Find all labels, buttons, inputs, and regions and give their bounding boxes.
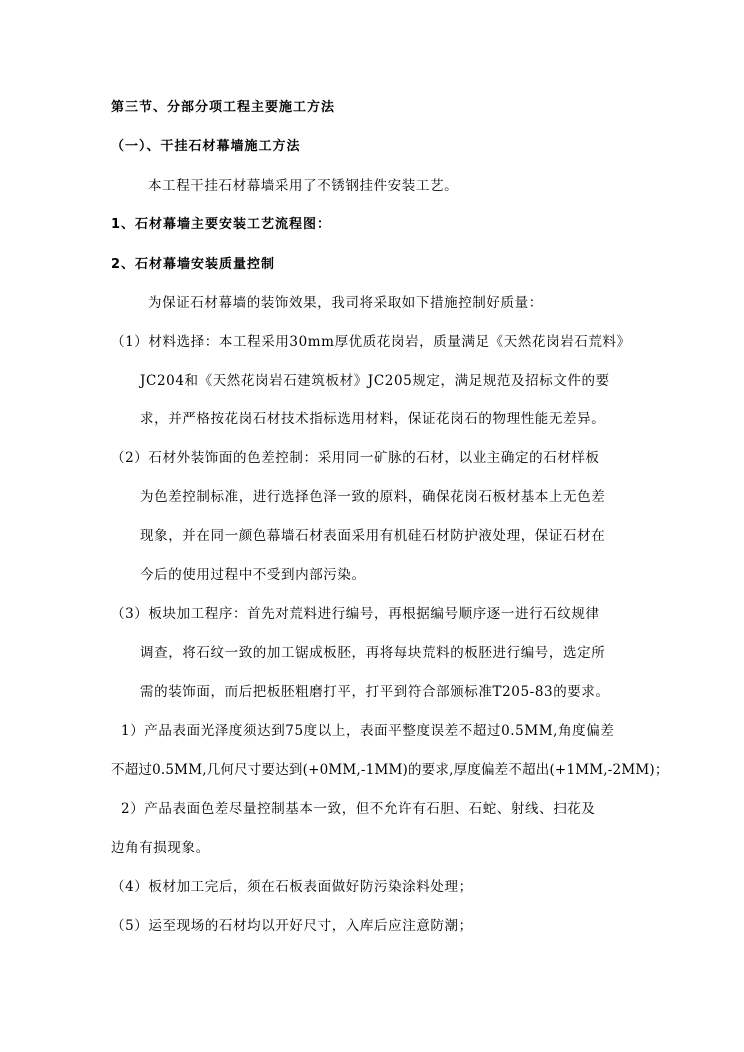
- item-2-line-4: 今后的使用过程中不受到内部污染。: [140, 567, 366, 583]
- sub-item-2-line-1: 2）产品表面色差尽量控制基本一致，但不允许有石胆、石蛇、射线、扫花及: [121, 801, 596, 817]
- item-3-line-3: 需的装饰面，而后把板胚粗磨打平，打平到符合部颁标准T205-83的要求。: [140, 684, 610, 700]
- item-1-line-1: （1）材料选择：本工程采用30mm厚优质花岗岩，质量满足《天然花岗岩石荒料》: [111, 334, 631, 350]
- item-1-line-2: JC204和《天然花岗岩石建筑板材》JC205规定，满足规范及招标文件的要: [140, 373, 610, 389]
- heading-quality-control: 2、石材幕墙安装质量控制: [111, 257, 276, 272]
- item-1-line-3: 求，并严格按花岗石材技术指标选用材料，保证花岗石的物理性能无差异。: [140, 411, 606, 427]
- quality-intro: 为保证石材幕墙的装饰效果，我司将采取如下措施控制好质量：: [148, 295, 543, 311]
- item-5: （5）运至现场的石材均以开好尺寸，入库后应注意防潮；: [111, 918, 473, 934]
- sub-item-1-line-1: 1）产品表面光泽度须达到75度以上，表面平整度误差不超过0.5MM,角度偏差: [121, 723, 615, 739]
- item-4: （4）板材加工完后，须在石板表面做好防污染涂料处理；: [111, 879, 473, 895]
- sub-item-2-line-2: 边角有损现象。: [111, 840, 210, 856]
- item-3-line-2: 调查，将石纹一致的加工锯成板胚，再将每块荒料的板胚进行编号，选定所: [140, 645, 606, 661]
- subsection-title: （一）、干挂石材幕墙施工方法: [111, 139, 301, 154]
- heading-flowchart: 1、石材幕墙主要安装工艺流程图：: [111, 217, 332, 232]
- item-2-line-2: 为色差控制标准，进行选择色泽一致的原料，确保花岗石板材基本上无色差: [140, 489, 606, 505]
- sub-item-1-line-2: 不超过0.5MM,几何尺寸要达到(+0MM,-1MM)的要求,厚度偏差不超出(+1MM,-2MM)；: [111, 762, 669, 778]
- item-2-line-1: （2）石材外装饰面的色差控制：采用同一矿脉的石材，以业主确定的石材样板: [111, 450, 600, 466]
- item-3-line-1: （3）板块加工程序：首先对荒料进行编号，再根据编号顺序逐一进行石纹规律: [111, 606, 600, 622]
- section-title: 第三节、分部分项工程主要施工方法: [111, 100, 336, 115]
- intro-paragraph: 本工程干挂石材幕墙采用了不锈钢挂件安装工艺。: [148, 178, 459, 194]
- item-2-line-3: 现象，并在同一颜色幕墙石材表面采用有机硅石材防护液处理，保证石材在: [140, 528, 606, 544]
